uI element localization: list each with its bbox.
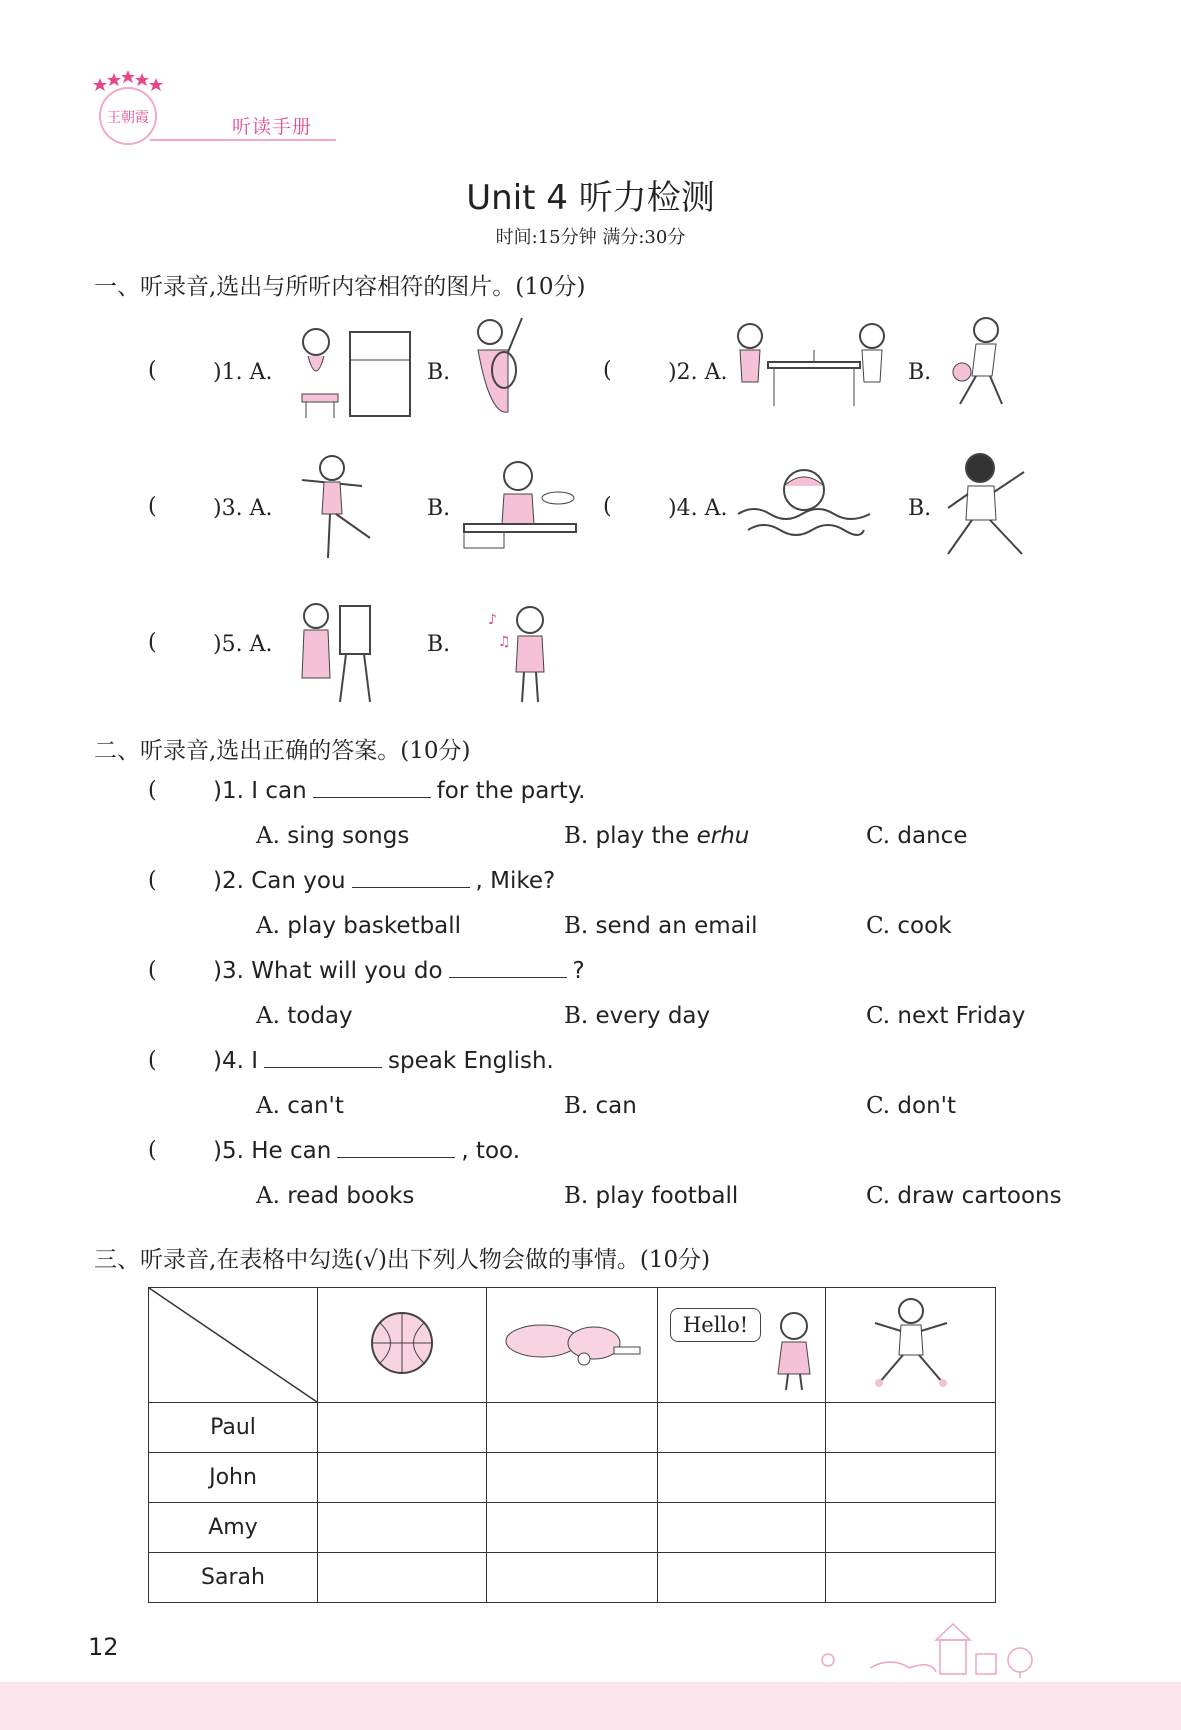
option-c[interactable]: C. dance — [866, 823, 968, 849]
check-cell[interactable] — [826, 1453, 996, 1503]
basketball-player-icon[interactable] — [942, 316, 1012, 412]
option-b-label: B. — [908, 496, 932, 521]
page-number: 12 — [88, 1633, 119, 1661]
pipa-icon[interactable] — [470, 316, 530, 432]
fill-blank[interactable] — [337, 1139, 455, 1158]
check-cell[interactable] — [318, 1403, 487, 1453]
brand-text: 王朝霞 — [107, 110, 149, 126]
option-b[interactable]: B. send an email — [564, 913, 758, 939]
time-score-info: 时间:15分钟 满分:30分 — [495, 227, 686, 248]
table-row — [149, 1453, 996, 1503]
check-cell[interactable] — [657, 1453, 825, 1503]
answer-paren[interactable]: ( — [603, 358, 612, 383]
row-name: Sarah — [149, 1553, 318, 1603]
answer-paren[interactable]: ( — [148, 958, 157, 983]
basketball-icon — [318, 1288, 487, 1403]
painter-icon[interactable] — [296, 600, 376, 710]
kung-fu-icon[interactable] — [940, 450, 1032, 566]
svg-text:♫: ♫ — [498, 634, 511, 650]
town-illustration-icon — [810, 1620, 1070, 1684]
check-cell[interactable] — [487, 1553, 658, 1603]
answer-paren[interactable]: ( — [148, 1048, 157, 1073]
answer-paren[interactable]: ( — [603, 494, 612, 519]
svg-text:♪: ♪ — [488, 612, 497, 628]
row-name: John — [149, 1453, 318, 1503]
page-title: Unit 4 听力检测 — [466, 178, 715, 218]
option-b[interactable]: B. every day — [564, 1003, 711, 1029]
girl-speech-icon — [657, 1288, 825, 1403]
answer-paren[interactable]: ( — [148, 868, 157, 893]
section1-heading: 一、听录音,选出与所听内容相符的图片。(10分) — [94, 274, 586, 300]
section2-heading: 二、听录音,选出正确的答案。(10分) — [94, 738, 471, 764]
option-b[interactable]: B. play football — [564, 1183, 739, 1209]
option-c[interactable]: C. draw cartoons — [866, 1183, 1062, 1209]
check-cell[interactable] — [826, 1403, 996, 1453]
answer-paren[interactable]: ( — [148, 358, 157, 383]
diagonal-header-cell — [149, 1288, 318, 1403]
header-rule — [150, 139, 336, 141]
answer-paren[interactable]: ( — [148, 494, 157, 519]
check-cell[interactable] — [487, 1453, 658, 1503]
question-5: )5. He can , too. — [213, 1138, 521, 1164]
option-b-label: B. — [427, 360, 451, 385]
option-c[interactable]: C. don't — [866, 1093, 956, 1119]
ping-pong-paddles-icon — [487, 1288, 658, 1403]
option-b-label: B. — [427, 632, 451, 657]
item-number: )4. A. — [668, 496, 728, 521]
option-a[interactable]: A. play basketball — [256, 913, 462, 939]
kung-fu-girl-icon — [826, 1288, 996, 1403]
section3-heading: 三、听录音,在表格中勾选(√)出下列人物会做的事情。(10分) — [94, 1247, 711, 1273]
question-3: )3. What will you do ? — [213, 958, 585, 984]
item-number: )2. A. — [668, 360, 728, 385]
check-cell[interactable] — [657, 1403, 825, 1453]
swimmer-icon[interactable] — [734, 460, 874, 548]
dancer-icon[interactable] — [292, 452, 382, 566]
check-cell[interactable] — [657, 1553, 825, 1603]
check-cell[interactable] — [318, 1453, 487, 1503]
book-label: 听读手册 — [232, 116, 313, 138]
table-row — [149, 1503, 996, 1553]
check-cell[interactable] — [318, 1503, 487, 1553]
option-b-label: B. — [427, 496, 451, 521]
item-number: )3. A. — [213, 496, 273, 521]
row-name: Paul — [149, 1403, 318, 1453]
cooking-icon[interactable] — [462, 458, 580, 556]
table-row — [149, 1403, 996, 1453]
option-b-label: B. — [908, 360, 932, 385]
check-table — [148, 1287, 996, 1603]
option-a[interactable]: A. sing songs — [256, 823, 410, 849]
row-name: Amy — [149, 1503, 318, 1553]
speech-bubble: Hello! — [670, 1308, 761, 1342]
question-4: )4. I speak English. — [213, 1048, 554, 1074]
ping-pong-icon[interactable] — [734, 320, 894, 414]
fill-blank[interactable] — [352, 869, 470, 888]
option-a[interactable]: A. read books — [256, 1183, 415, 1209]
check-cell[interactable] — [826, 1503, 996, 1553]
check-cell[interactable] — [318, 1553, 487, 1603]
option-b[interactable]: B. play the erhu — [564, 823, 750, 849]
check-cell[interactable] — [487, 1503, 658, 1553]
footer-band — [0, 1682, 1181, 1730]
check-cell[interactable] — [826, 1553, 996, 1603]
option-b[interactable]: B. can — [564, 1093, 637, 1119]
fill-blank[interactable] — [449, 959, 567, 978]
fill-blank[interactable] — [313, 779, 431, 798]
answer-paren[interactable]: ( — [148, 630, 157, 655]
check-cell[interactable] — [487, 1403, 658, 1453]
answer-paren[interactable]: ( — [148, 778, 157, 803]
option-c[interactable]: C. next Friday — [866, 1003, 1026, 1029]
table-row — [149, 1553, 996, 1603]
check-cell[interactable] — [657, 1503, 825, 1553]
item-number: )5. A. — [213, 632, 273, 657]
option-a[interactable]: A. today — [256, 1003, 353, 1029]
option-a[interactable]: A. can't — [256, 1093, 344, 1119]
question-1: )1. I can for the party. — [213, 778, 586, 804]
brand-logo — [88, 68, 168, 148]
singer-icon[interactable] — [484, 602, 564, 710]
answer-paren[interactable]: ( — [148, 1138, 157, 1163]
question-2: )2. Can you , Mike? — [213, 868, 556, 894]
option-c[interactable]: C. cook — [866, 913, 952, 939]
item-number: )1. A. — [213, 360, 273, 385]
piano-icon[interactable] — [288, 318, 428, 428]
fill-blank[interactable] — [264, 1049, 382, 1068]
